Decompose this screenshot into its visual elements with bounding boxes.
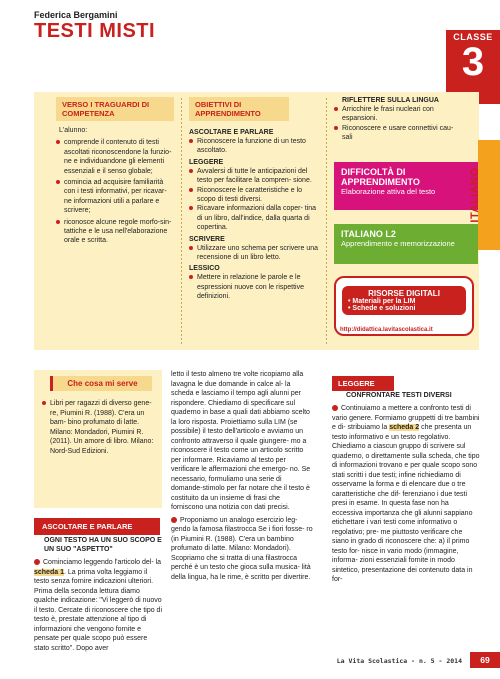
cosa-serve-box [34, 370, 162, 508]
difficolta-box[interactable] [334, 162, 478, 210]
bullet-icon [34, 559, 40, 565]
classe-label: CLASSE [453, 32, 493, 42]
leggere-text-a: Continuiamo a mettere a confronto testi di vario genere. Formiamo gruppetti di tre bambini e di- stribuiamo la [332, 405, 480, 431]
risorse-url-link[interactable]: http://didattica.lavitascolastica.it [340, 327, 433, 333]
ascoltare-text-a: Cominciamo leggendo l'articolo del- la [43, 559, 162, 566]
riflettere-column [334, 97, 464, 143]
riflettere-title: RIFLETTERE SULLA LINGUA [342, 97, 439, 104]
page-number: 69 [470, 652, 500, 668]
obiettivi-section-title: LEGGERE [189, 158, 224, 166]
obiettivi-item: Riconoscere le caratteristiche e lo scopo di testi diversi. [189, 186, 321, 205]
leggere-text-b: che presenta un testo informativo e un testo regolativo. Chiediamo a ciascun gruppo di scrivere sul quaderno, o direttamente sulla scheda, che tipo di informazioni trovano e per quale scopo sono stati scritti i due testi; infine richiediamo di osservarne la forma e di elencare due o tre caratteristiche che dif- ferenziano i due testi presi in esame. In questa fase non ha eccessiva importanza che gli alunni sappiano etichettare i vari testi come informativo o regolativo; pre- me piuttosto verificare che siano in grado di riconoscere che: a) il primo testo for- nisce in vario modo (immagine, informa- zioni essenziali fornite in modo sintetico, presentazione dei contenuto data in for- [332, 424, 480, 583]
obiettivi-section-title: SCRIVERE [189, 235, 225, 243]
ascoltare-subheading: OGNI TESTO HA UN SUO SCOPO E UN SUO "ASPETTO" [44, 537, 162, 553]
obiettivi-heading: OBIETTIVI DI APPRENDIMENTO [189, 97, 289, 121]
risorse-item: • Materiali per la LIM [348, 298, 416, 305]
column-divider [326, 98, 327, 344]
middle-column [171, 370, 313, 582]
riflettere-item: Riconoscere e usare connettivi cau- sali [334, 124, 464, 143]
column-divider [181, 98, 182, 344]
difficolta-title: DIFFICOLTÀ DI APPRENDIMENTO [341, 167, 420, 187]
italiano-l2-title: ITALIANO L2 [341, 229, 396, 239]
obiettivi-item: Ricavare informazioni dalla coper- tina di un libro, dall'indice, dalla quarta di copertina. [189, 204, 321, 232]
italiano-l2-box[interactable] [334, 224, 478, 264]
obiettivi-item: Avvalersi di tutte le anticipazioni del testo per facilitare la compren- sione. [189, 167, 321, 186]
classe-number: 3 [461, 40, 485, 84]
risorse-item: • Schede e soluzioni [348, 305, 416, 312]
difficolta-subtitle: Elaborazione attiva del testo [341, 187, 436, 196]
riflettere-item: Arricchire le frasi nucleari con espansioni. [334, 105, 464, 124]
scheda-1-link[interactable]: scheda 1 [34, 568, 64, 576]
scheda-2-link[interactable]: scheda 2 [389, 424, 420, 431]
leggere-heading: LEGGERE [332, 376, 394, 391]
obiettivi-section-title: LESSICO [189, 265, 220, 273]
italiano-vertical-label: ITALIANO [469, 167, 481, 223]
ascoltare-paragraph [34, 558, 162, 653]
ascoltare-text-b: . La prima volta leggiamo il testo senza fornire indicazioni ulteriori. Prima della seconda lettura diamo qualche indicazione: "Vi leggerò di nuovo il testo. Cercate di riconoscere che tipo di testo è, prestate attenzione al tipo di informazioni che vengono fornite e pensate per quale scopo può essere stato scritto". Dopo aver [34, 568, 163, 652]
page-title: TESTI MISTI [34, 20, 156, 42]
italiano-l2-subtitle: Apprendimento e memorizzazione [341, 239, 455, 248]
footer-magazine: La Vita Scolastica - n. 5 - 2014 [336, 657, 462, 665]
cosa-serve-text: Libri per ragazzi di diverso gene- re, Piumini R. (1988). C'era un bam- bino profumato di latte. Milano: Mondadori, Piumini R. (2011). Un amore di libro. Milano: Nord-Sud Edizioni. [42, 399, 156, 457]
ascoltare-heading: ASCOLTARE E PARLARE [34, 518, 160, 535]
obiettivi-item: Riconoscere la funzione di un testo ascoltato. [189, 137, 321, 156]
cosa-serve-heading: Che cosa mi serve [50, 376, 152, 391]
obiettivi-item: Utilizzare uno schema per scrivere una recensione di un libro letto. [189, 244, 321, 263]
obiettivi-item: Mettere in relazione le parole e le espressioni nuove con le rispettive definizioni. [189, 273, 321, 301]
traguardi-column [56, 97, 174, 246]
leggere-paragraph [332, 404, 480, 640]
bullet-icon [171, 517, 177, 523]
leggere-subheading: CONFRONTARE TESTI DIVERSI [346, 392, 452, 399]
author-name: Federica Bergamini [34, 10, 118, 20]
bullet-icon [332, 405, 338, 411]
obiettivi-section-title: ASCOLTARE E PARLARE [189, 129, 274, 136]
middle-paragraph-1: letto il testo almeno tre volte ricopiamo alla lavagna le due domande in calce al- la scheda e lasciamo il tempo agli alunni per rispondere. Chiediamo di specificare sul quaderno in base a quali dati abbiamo scelto la loro risposta. Proiettiamo sulla LIM (se possibile) il testo dell'articolo e avviamo un confronto attraverso il quale giungere- mo a riconoscere il testo come un articolo scritto per informare. Ricaviamo al testo per verificare le affermazioni che emergo- no. Se necessario, formuliamo una serie di domande-stimolo per far notare che il testo è costituito da un insieme di frasi che forniscono una notizia con dati precisi. [171, 371, 311, 511]
traguardi-item: riconosce alcune regole morfo-sin- tattiche e le usa nell'elaborazione orale e scritta. [56, 218, 174, 246]
middle-paragraph-2-text: Proponiamo un analogo esercizio leg- gendo la famosa filastrocca Se i fiori fosse- ro (in Piumini R. (1988). C'era un bambino profumato di latte. Milano: Mondadori). Scopriamo che si tratta di una filastrocca perché è un testo che gioca sulla musica- lità della lingua, ha le rime, è scritto per divertire. [171, 516, 313, 581]
middle-paragraph-2 [171, 516, 313, 583]
risorse-inner [342, 286, 466, 315]
risorse-title: RISORSE DIGITALI [368, 289, 440, 298]
traguardi-item: comprende il contenuto di testi ascoltati riconoscendone la funzio- ne e individuandone gli elementi essenziali e il senso globale; [56, 138, 174, 176]
traguardi-intro: L'alunno: [59, 127, 88, 134]
traguardi-item: comincia ad acquisire familiarità con i testi informativi, per ricavar- ne informazioni utili a parlare e scrivere; [56, 178, 174, 216]
traguardi-heading: VERSO I TRAGUARDI DI COMPETENZA [56, 97, 174, 121]
obiettivi-column [189, 97, 321, 302]
